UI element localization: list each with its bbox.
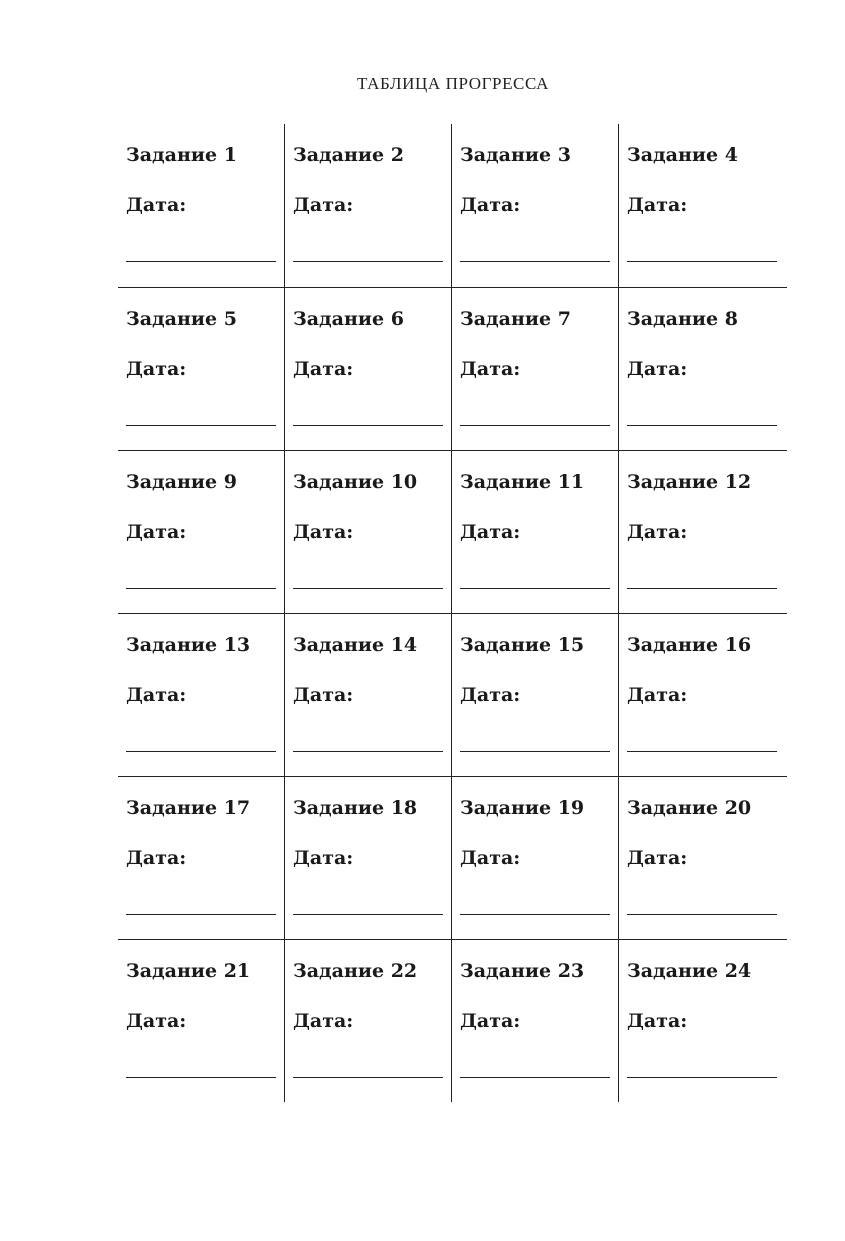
task-cell <box>285 939 452 1102</box>
task-cell <box>285 613 452 776</box>
task-label: Задание 11 <box>460 471 585 493</box>
task-cell <box>118 613 285 776</box>
task-label: Задание 20 <box>627 797 752 819</box>
task-label: Задание 15 <box>460 634 585 656</box>
date-label: Дата: <box>460 847 521 869</box>
date-entry-line[interactable] <box>293 588 443 589</box>
task-label: Задание 10 <box>293 471 418 493</box>
date-label: Дата: <box>126 1010 187 1032</box>
date-entry-line[interactable] <box>460 261 610 262</box>
task-label: Задание 3 <box>460 144 571 166</box>
task-cell <box>619 613 787 776</box>
task-label: Задание 24 <box>627 960 752 982</box>
date-entry-line[interactable] <box>627 751 777 752</box>
task-label: Задание 22 <box>293 960 418 982</box>
task-label: Задание 1 <box>126 144 237 166</box>
task-cell <box>118 939 285 1102</box>
date-label: Дата: <box>460 521 521 543</box>
task-label: Задание 14 <box>293 634 418 656</box>
task-cell <box>285 287 452 450</box>
date-entry-line[interactable] <box>627 261 777 262</box>
date-entry-line[interactable] <box>126 914 276 915</box>
date-label: Дата: <box>126 684 187 706</box>
date-entry-line[interactable] <box>293 914 443 915</box>
date-entry-line[interactable] <box>126 751 276 752</box>
task-label: Задание 13 <box>126 634 251 656</box>
date-label: Дата: <box>627 358 688 380</box>
date-label: Дата: <box>126 521 187 543</box>
date-label: Дата: <box>293 358 354 380</box>
date-entry-line[interactable] <box>627 1077 777 1078</box>
date-entry-line[interactable] <box>126 588 276 589</box>
date-label: Дата: <box>293 1010 354 1032</box>
date-entry-line[interactable] <box>126 425 276 426</box>
page-title: ТАБЛИЦА ПРОГРЕССА <box>357 74 549 93</box>
date-label: Дата: <box>460 684 521 706</box>
task-cell <box>118 776 285 939</box>
task-cell <box>452 939 619 1102</box>
task-label: Задание 12 <box>627 471 752 493</box>
date-label: Дата: <box>293 684 354 706</box>
task-label: Задание 23 <box>460 960 585 982</box>
task-cell <box>619 776 787 939</box>
task-label: Задание 2 <box>293 144 404 166</box>
date-entry-line[interactable] <box>460 1077 610 1078</box>
task-cell <box>619 124 787 287</box>
date-label: Дата: <box>627 194 688 216</box>
date-entry-line[interactable] <box>627 588 777 589</box>
task-label: Задание 7 <box>460 308 571 330</box>
task-cell <box>285 776 452 939</box>
task-cell <box>118 124 285 287</box>
date-label: Дата: <box>460 1010 521 1032</box>
task-cell <box>452 613 619 776</box>
task-label: Задание 18 <box>293 797 418 819</box>
date-entry-line[interactable] <box>627 425 777 426</box>
task-cell <box>452 287 619 450</box>
task-label: Задание 6 <box>293 308 404 330</box>
task-cell <box>118 450 285 613</box>
date-label: Дата: <box>627 684 688 706</box>
date-label: Дата: <box>126 194 187 216</box>
task-cell <box>452 776 619 939</box>
task-cell <box>118 287 285 450</box>
task-cell <box>452 124 619 287</box>
task-label: Задание 5 <box>126 308 237 330</box>
date-label: Дата: <box>126 358 187 380</box>
date-label: Дата: <box>126 847 187 869</box>
date-entry-line[interactable] <box>460 751 610 752</box>
date-label: Дата: <box>627 521 688 543</box>
progress-table <box>118 124 787 1102</box>
task-cell <box>619 450 787 613</box>
task-label: Задание 17 <box>126 797 251 819</box>
date-label: Дата: <box>293 847 354 869</box>
date-entry-line[interactable] <box>627 914 777 915</box>
date-entry-line[interactable] <box>293 1077 443 1078</box>
task-label: Задание 16 <box>627 634 752 656</box>
task-cell <box>619 939 787 1102</box>
task-label: Задание 8 <box>627 308 738 330</box>
date-entry-line[interactable] <box>293 751 443 752</box>
task-label: Задание 19 <box>460 797 585 819</box>
task-cell <box>619 287 787 450</box>
task-label: Задание 9 <box>126 471 237 493</box>
task-cell <box>452 450 619 613</box>
date-entry-line[interactable] <box>460 588 610 589</box>
date-entry-line[interactable] <box>460 425 610 426</box>
date-label: Дата: <box>460 194 521 216</box>
date-entry-line[interactable] <box>460 914 610 915</box>
date-entry-line[interactable] <box>126 261 276 262</box>
date-label: Дата: <box>627 847 688 869</box>
date-label: Дата: <box>460 358 521 380</box>
date-label: Дата: <box>293 194 354 216</box>
date-entry-line[interactable] <box>293 425 443 426</box>
task-cell <box>285 450 452 613</box>
task-label: Задание 21 <box>126 960 251 982</box>
task-label: Задание 4 <box>627 144 738 166</box>
date-entry-line[interactable] <box>293 261 443 262</box>
task-cell <box>285 124 452 287</box>
date-label: Дата: <box>627 1010 688 1032</box>
date-label: Дата: <box>293 521 354 543</box>
date-entry-line[interactable] <box>126 1077 276 1078</box>
